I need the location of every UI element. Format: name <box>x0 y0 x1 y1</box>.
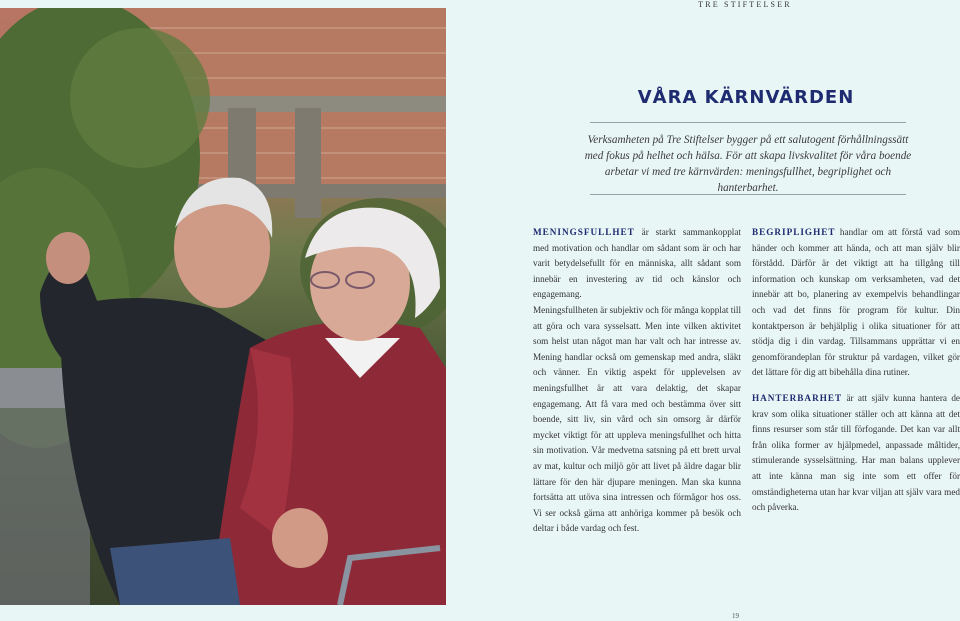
photo-illustration <box>0 8 446 605</box>
title-rule-top <box>590 122 906 123</box>
begriplighet-heading: BEGRIPLIGHET <box>752 227 836 237</box>
column-meningsfullhet <box>533 225 741 537</box>
header-label: TRE STIFTELSER <box>698 0 792 9</box>
meningsfullhet-paragraph <box>533 225 741 303</box>
meningsfullhet-heading: MENINGSFULLHET <box>533 227 635 237</box>
begriplighet-text: handlar om att förstå vad som händer och kommer att hända, och att man själv blir förstådd. Därför är det viktigt att ha tillgång till information och kunskap om verksamheten, vad det innebär att bo, planering av exempelvis behandlingar och vad det finns för program för kultur. Din kontaktperson är behjälplig i olika situationer för att stödja dig i din vardag. Tillsammans upprättar vi en genomförandeplan för struktur på vardagen, vilket gör det lättare för dig att bibehålla dina rutiner. <box>752 227 960 378</box>
intro-rule-bottom <box>590 194 906 195</box>
hanterbarhet-paragraph <box>752 391 960 516</box>
page-number: 19 <box>732 612 739 620</box>
page-title: VÅRA KÄRNVÄRDEN <box>637 87 855 108</box>
hanterbarhet-heading: HANTERBARHET <box>752 392 843 403</box>
meningsfullhet-text-2: Meningsfullheten är subjektiv och för många kopplat till att göra och vara sysselsatt. Men inte vilken aktivitet som helst utan något man har valt och har intresse av. Mening handlar också om gemenskap med andra, släkt och vänner. En viktig aspekt för upplevelsen av meningsfullhet är att vara delaktig, det skapar engagemang. Att få vara med och bestämma över sitt boende, sitt liv, sin vård och sin omsorg är därför mycket viktigt för att uppleva meningsfullhet och hitta sin motivation. Vår medvetna satsning på ett brett urval av mat, kultur och miljö gör att livet på äldre dagar blir lättare för den här djupare meningen. Man ska kunna fortsätta att utöva sina intressen och förmågor hos oss. Vi ser också gärna att anhöriga kommer på besök och deltar i både vardag och fest. <box>533 304 741 534</box>
column-begriplighet <box>752 225 960 516</box>
begriplighet-paragraph <box>752 225 960 381</box>
meningsfullhet-text-1: är starkt sammankopplat med motivation och handlar om sådant som är och har varit betydelsefullt för en människa, allt sådant som innebär en investering av tid och känslor och engagemang. <box>533 227 741 300</box>
elderly-couple-photo <box>0 8 446 605</box>
hanterbarhet-text: är att själv kunna hantera de krav som olika situationer ställer och att känna att det finns resurser som står till förfogande. Det kan var allt från olika former av hjälpmedel, anpassade måltider, stimulerande sysselsättning. Har man balans upplever att inte känna man sig inte som ett offer för omständigheterna utan har kvar viljan att själv vara med och påverka. <box>752 392 960 513</box>
intro-text: Verksamheten på Tre Stiftelser bygger på ett salutogent förhållningssätt med fokus på helhet och hälsa. För att skapa livskvalitet för våra boende arbetar vi med tre kärnvärden: meningsfullhet, begriplighet och hanterbarhet. <box>584 134 912 194</box>
